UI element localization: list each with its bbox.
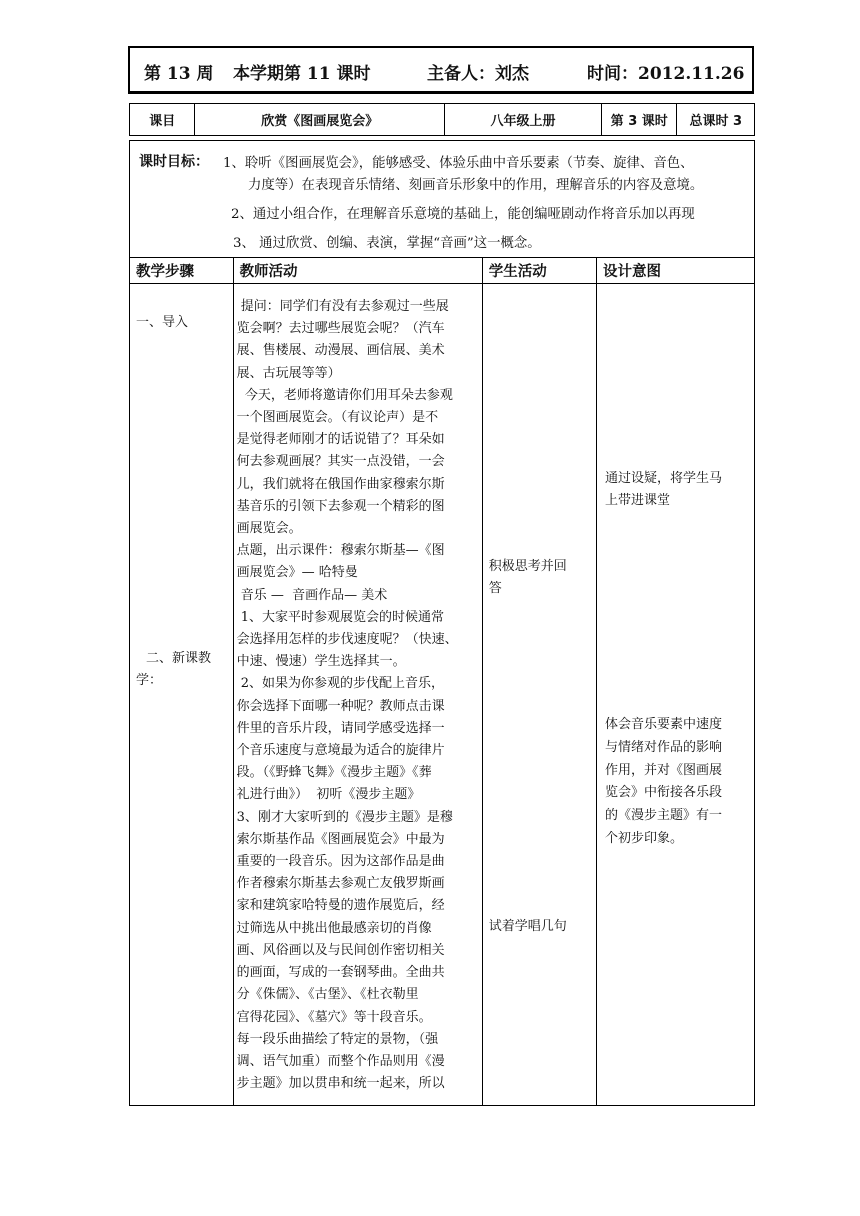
time-label: 时间：2012.11.26 bbox=[587, 64, 745, 84]
student-activity-1b: 答 bbox=[488, 581, 502, 596]
info-table bbox=[129, 103, 755, 136]
teacher-line: 今天，老师将邀请你们用耳朵去参观 bbox=[236, 387, 453, 403]
teacher-line: 是觉得老师刚才的话说错了？耳朵如 bbox=[236, 432, 445, 448]
design-line: 作用，并对《图画展 bbox=[605, 762, 723, 778]
design-1a: 通过设疑，将学生马 bbox=[605, 471, 723, 486]
design-line: 与情绪对作品的影响 bbox=[605, 739, 723, 755]
teacher-line: 展、售楼展、动漫展、画信展、美术 bbox=[236, 343, 445, 359]
student-activity-2: 试着学唱几句 bbox=[488, 919, 567, 934]
goals-label: 课时目标： bbox=[139, 154, 209, 170]
lesson-label: 本学期第 11 课时 bbox=[233, 64, 371, 84]
teacher-activity-text bbox=[237, 296, 458, 1095]
teacher-line: 索尔斯基作品《图画展览会》中最为 bbox=[236, 831, 445, 847]
header-box bbox=[128, 46, 754, 94]
teacher-line: 一个图画展览会。（有议论声）是不 bbox=[236, 410, 439, 426]
teacher-line: 中速、慢速）学生选择其一。 bbox=[236, 654, 406, 670]
design-line: 体会音乐要素中速度 bbox=[605, 717, 723, 732]
header-teacher: 教师活动 bbox=[233, 258, 482, 284]
subject-label: 课目 bbox=[130, 104, 195, 136]
design-cell bbox=[597, 284, 755, 1106]
teacher-line: 何去参观画展？其实一点没错，一会 bbox=[236, 454, 445, 470]
header-design: 设计意图 bbox=[597, 258, 755, 284]
teacher-line: 会选择用怎样的步伐速度呢？（快速、 bbox=[236, 632, 458, 648]
teacher-line: 画展览会。 bbox=[236, 521, 302, 537]
teacher-line: 3、刚才大家听到的《漫步主题》是穆 bbox=[236, 809, 453, 825]
teacher-line: 调、语气加重）而整个作品则用《漫 bbox=[236, 1053, 445, 1069]
teacher-line: 的画面，写成的一套钢琴曲。全曲共 bbox=[236, 965, 445, 981]
teacher-line: 作者穆索尔斯基去参观亡友俄罗斯画 bbox=[236, 876, 445, 892]
goal-3: 3、 通过欣赏、创编、表演，掌握“音画”这一概念。 bbox=[233, 236, 541, 251]
step-new-1: 二、新课教 bbox=[146, 651, 212, 666]
teacher-line: 家和建筑家哈特曼的遗作展览后，经 bbox=[236, 898, 445, 914]
teacher-cell bbox=[233, 284, 482, 1106]
design-line: 个初步印象。 bbox=[605, 830, 684, 846]
teacher-line: 分《侏儒》、《古堡》、《杜衣勒里 bbox=[236, 987, 419, 1003]
steps-cell bbox=[130, 284, 234, 1106]
teacher-line: 礼进行曲》） 初听《漫步主题》 bbox=[236, 787, 421, 803]
student-activity-1a: 积极思考并回 bbox=[488, 559, 567, 574]
teacher-line: 2、如果为你参观的步伐配上音乐， bbox=[236, 676, 444, 692]
preparer-label: 主备人：刘杰 bbox=[427, 64, 529, 84]
goal-2: 2、通过小组合作，在理解音乐意境的基础上，能创编哑剧动作将音乐加以再现 bbox=[231, 207, 695, 222]
design-2-text bbox=[605, 714, 722, 851]
header-student: 学生活动 bbox=[482, 258, 596, 284]
design-line: 览会》中衔接各乐段 bbox=[605, 785, 723, 801]
header-steps: 教学步骤 bbox=[130, 258, 234, 284]
goals-box bbox=[129, 140, 755, 257]
teacher-line: 过筛选从中挑出他最感亲切的肖像 bbox=[236, 920, 432, 936]
teacher-line: 你会选择下面哪一种呢？教师点击课 bbox=[236, 698, 445, 714]
teacher-line: 1、大家平时参观展览会的时候通常 bbox=[236, 609, 444, 625]
teacher-line: 每一段乐曲描绘了特定的景物，（强 bbox=[236, 1031, 439, 1047]
teacher-line: 展、古玩展等等） bbox=[236, 365, 341, 381]
grade-value: 八年级上册 bbox=[445, 104, 602, 136]
teacher-line: 音乐 — 音画作品— 美术 bbox=[236, 587, 388, 603]
teacher-line: 重要的一段音乐。因为这部作品是曲 bbox=[236, 854, 445, 870]
design-1b: 上带进课堂 bbox=[605, 493, 671, 508]
teacher-line: 提问：同学们有没有去参观过一些展 bbox=[236, 299, 449, 314]
design-line: 的《漫步主题》有一 bbox=[605, 808, 723, 824]
step-intro: 一、导入 bbox=[136, 315, 189, 330]
subject-value: 欣赏《图画展览会》 bbox=[195, 104, 445, 136]
teacher-line: 件里的音乐片段，请同学感受选择一 bbox=[236, 720, 445, 736]
teacher-line: 段。（《野蜂飞舞》《漫步主题》《葬 bbox=[236, 765, 432, 781]
period-value: 第 3 课时 bbox=[602, 104, 677, 136]
teacher-line: 览会啊？去过哪些展览会呢？（汽车 bbox=[236, 321, 445, 337]
teacher-line: 基音乐的引领下去参观一个精彩的图 bbox=[236, 498, 445, 514]
teacher-line: 点题，出示课件：穆索尔斯基—《图 bbox=[236, 543, 445, 559]
teacher-line: 儿，我们就将在俄国作曲家穆索尔斯 bbox=[236, 476, 445, 492]
teacher-line: 画、风俗画以及与民间创作密切相关 bbox=[236, 942, 445, 958]
goal-1b: 力度等）在表现音乐情绪、刻画音乐形象中的作用，理解音乐的内容及意境。 bbox=[248, 178, 704, 193]
week-label: 第 13 周 bbox=[144, 64, 214, 84]
total-value: 总课时 3 bbox=[677, 104, 755, 136]
lesson-table bbox=[129, 257, 755, 1106]
teacher-line: 个音乐速度与意境最为适合的旋律片 bbox=[236, 743, 445, 759]
student-cell bbox=[482, 284, 596, 1106]
goal-1a: 1、聆听《图画展览会》，能够感受、体验乐曲中音乐要素（节奏、旋律、音色、 bbox=[223, 156, 694, 171]
teacher-line: 宫得花园》、《墓穴》等十段音乐。 bbox=[236, 1009, 432, 1025]
teacher-line: 画展览会》— 哈特曼 bbox=[236, 565, 358, 581]
step-new-2: 学： bbox=[136, 673, 163, 688]
teacher-line: 步主题》加以贯串和统一起来，所以 bbox=[236, 1076, 445, 1092]
